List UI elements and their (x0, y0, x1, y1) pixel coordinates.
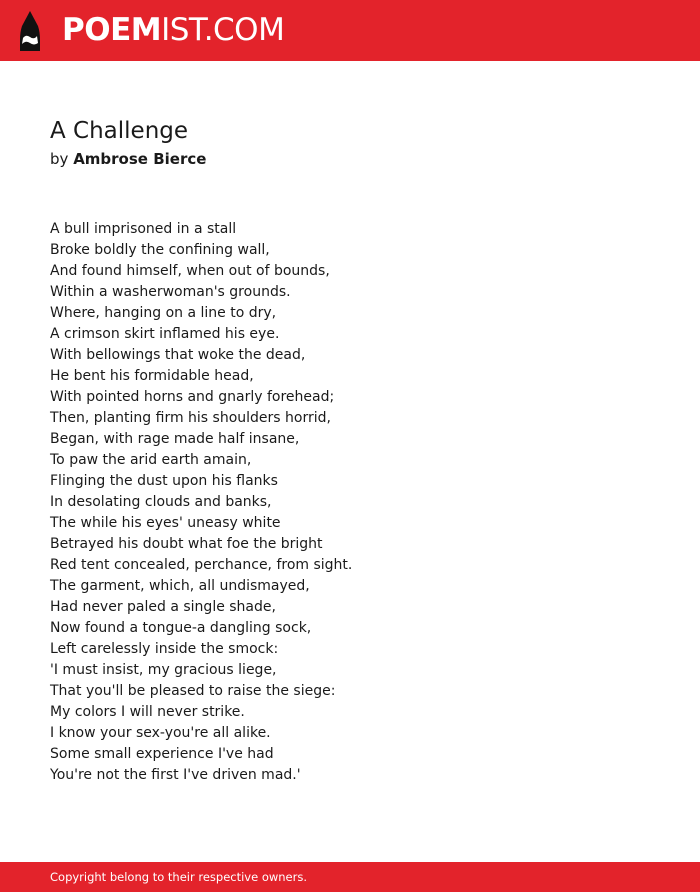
site-header (0, 0, 700, 61)
poem-line: Some small experience I've had (50, 746, 274, 762)
poem-line: With pointed horns and gnarly forehead; (50, 389, 335, 405)
poem-line: The garment, which, all undismayed, (50, 578, 310, 594)
poem-line: My colors I will never strike. (50, 704, 245, 720)
site-footer (0, 862, 700, 892)
poem-line: The while his eyes' uneasy white (50, 515, 281, 531)
poem-line: That you'll be pleased to raise the siege: (50, 683, 336, 699)
poem-line: In desolating clouds and banks, (50, 494, 272, 510)
poem-line: Now found a tongue-a dangling sock, (50, 620, 312, 636)
poem-line: I know your sex-you're all alike. (50, 725, 271, 741)
author-name: Ambrose Bierce (73, 150, 207, 168)
poem-line: Broke boldly the confining wall, (50, 242, 270, 258)
logo-text-bold: POEM (62, 12, 162, 48)
poem-line: Within a washerwoman's grounds. (50, 284, 291, 300)
poem-line: He bent his formidable head, (50, 368, 254, 384)
poem-line: A bull imprisoned in a stall (50, 221, 237, 237)
poem-line: Left carelessly inside the smock: (50, 641, 279, 657)
copyright-notice: Copyright belong to their respective owners. (50, 870, 308, 884)
poem-line: A crimson skirt inflamed his eye. (50, 326, 280, 342)
poem-line: Began, with rage made half insane, (50, 431, 300, 447)
poem-line: To paw the arid earth amain, (50, 452, 252, 468)
poem-line: And found himself, when out of bounds, (50, 263, 330, 279)
poem-line: 'I must insist, my gracious liege, (50, 662, 277, 678)
poem-line: With bellowings that woke the dead, (50, 347, 306, 363)
poem-line: Flinging the dust upon his flanks (50, 473, 278, 489)
pencil-tip-icon (18, 10, 42, 52)
poem-title: A Challenge (50, 118, 189, 144)
poem-line: Where, hanging on a line to dry, (50, 305, 277, 321)
poem-line: You're not the first I've driven mad.' (50, 767, 301, 783)
site-logo[interactable] (62, 12, 284, 48)
byline (50, 149, 206, 169)
by-label: by (50, 150, 69, 168)
poem-line: Red tent concealed, perchance, from sight. (50, 557, 353, 573)
poem-line: Betrayed his doubt what foe the bright (50, 536, 323, 552)
poem-line: Then, planting firm his shoulders horrid, (50, 410, 331, 426)
poem-body (50, 219, 670, 786)
logo-text-light: IST.COM (161, 12, 285, 48)
poem-line: Had never paled a single shade, (50, 599, 276, 615)
